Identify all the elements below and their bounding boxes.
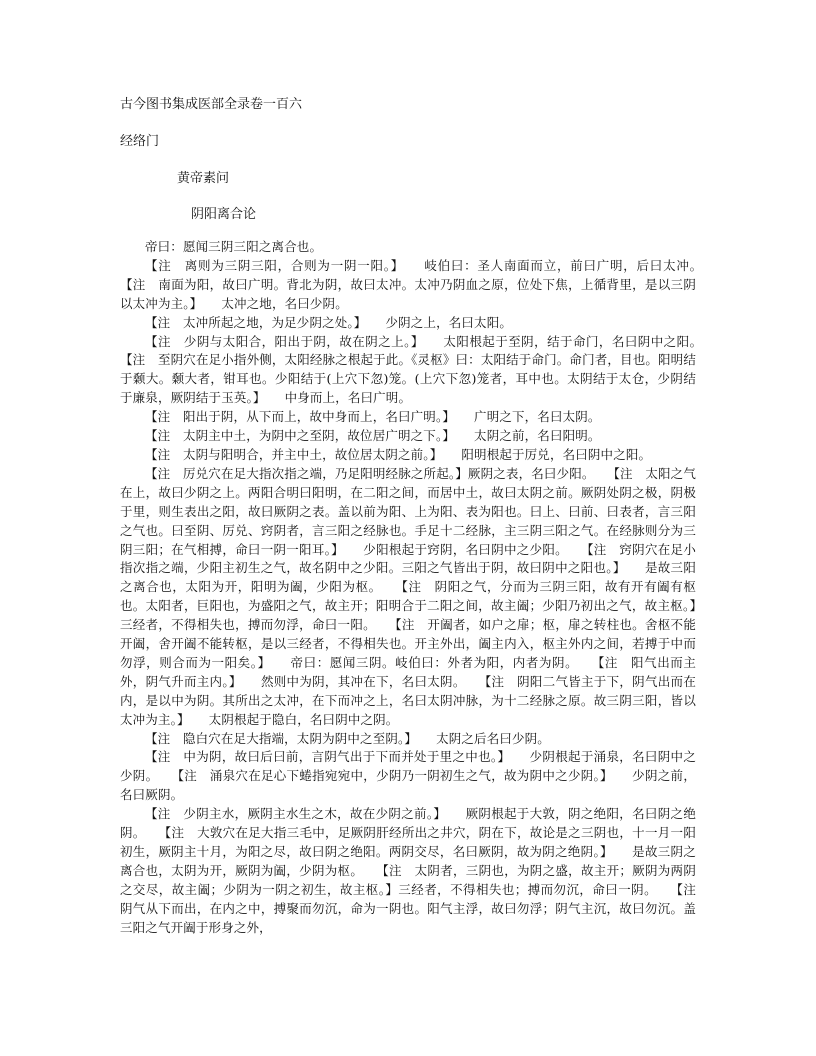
paragraph: 【注 太冲所起之地，为足少阴之处。】 少阴之上，名曰太阳。 — [145, 314, 513, 330]
paragraph: 【注 太阴与阳明合，并主中土，故位居太阴之前。】 阳明根起于厉兑，名曰阴中之阳。 — [145, 446, 652, 462]
chapter-heading: 阴阳离合论 — [191, 207, 257, 222]
paragraph: 【注 中为阴，故曰后曰前，言阴气出于下而并处于里之中也。】 少阴根起于涌泉，名曰阴中之少阴。 【注 涌泉穴在足心下蜷指宛宛中，少阴乃一阴初生之气，故为阴中之少阴。】 少阴之前，名曰厥阴。 — [120, 749, 696, 803]
paragraph: 【注 少阴主水，厥阴主水生之木，故在少阴之前。】 厥阴根起于大敦，阴之绝阳，名曰阴之绝阴。 【注 大敦穴在足大指三毛中，足厥阴肝经所出之井穴，阴在下，故论是之三阴也，十一月一阳初生，厥阴主十月，为阳之尽，故曰阴之绝阳。两阴交尽，名曰厥阴，故为阴之绝阴。】 是故三阴之离合也，太阴为开，厥阴为阖，少阴为枢。 【注 太阴者，三阴也，为阴之盛，故主开；厥阴为两阴之交尽，故主阖；少阴为一阴之初生，故主枢。】三经者，不得相失也；搏而勿沉，命曰一阴。 【注 阴气从下而出，在内之中，搏聚而勿沉，命为一阴也。阳气主浮，故曰勿浮；阴气主沉，故曰勿沉。盖三阳之气开阖于形身之外， — [120, 806, 709, 935]
body-text — [120, 238, 722, 938]
paragraph: 【注 太阴主中土，为阴中之至阴，故位居广明之下。】 太阴之前，名曰阳明。 — [145, 428, 601, 444]
document-title: 古今图书集成医部全录卷一百六 — [120, 97, 303, 112]
paragraph: 【注 厉兑穴在足大指次指之端，乃足阳明经脉之所起。】厥阴之表，名曰少阳。 【注 太阳之气在上，故曰少阴之上。两阳合明曰阳明，在二阳之间，而居中土，故曰太阴之前。厥阴处阴之极，阴极于里，则生表出之阳，故曰厥阴之表。盖以前为阳、上为阳、表为阳也。曰上、曰前、曰表者，言三阳之气也。曰至阴、厉兑、窍阴者，言三阳之经脉也。手足十二经脉，主三阴三阳之气。在经脉则分为三阴三阳；在气相搏，命曰一阴一阳耳。】 少阳根起于窍阴，名曰阴中之少阳。 【注 窍阴穴在足小指次指之端，少阳主初生之气，故名阴中之少阳。三阳之气皆出于阴，故曰阴中之阳也。】 是故三阳之离合也，太阳为开，阳明为阖，少阳为枢。 【注 阴阳之气，分而为三阴三阳，故有开有阖有枢也。太阳者，巨阳也，为盛阳之气，故主开；阳明合于二阳之间，故主阖；少阳乃初出之气，故主枢。】 三经者，不得相失也，搏而勿浮，命曰一阳。 【注 开阖者，如户之扉；枢，扉之转柱也。舍枢不能开阖，舍开阖不能转枢，是以三经者，不得相失也。开主外出，阖主内入，枢主外内之间，若搏于中而勿浮，则合而为一阳矣。】 帝曰：愿闻三阴。岐伯曰：外者为阳，内者为阴。 【注 阳气出而主外，阴气升而主内。】 然则中为阴，其冲在下，名曰太阴。 【注 阴阳二气皆主于下，阴气出而在内，是以中为阴。其所出之太冲，在下而冲之上，名曰太阴冲脉，为十二经脉之原。故三阴三阳，皆以太冲为主。】 太阴根起于隐白，名曰阴中之阴。 — [120, 465, 722, 727]
paragraph: 帝曰：愿闻三阴三阳之离合也。 — [145, 239, 323, 254]
paragraph: 【注 少阴与太阳合，阳出于阴，故在阴之上。】 太阳根起于至阴，结于命门，名曰阴中之阳。 【注 至阴穴在足小指外侧，太阳经脉之根起于此。《灵枢》曰：太阳结于命门。命门者，目也。阳明结于颡大。颡大者，钳耳也。少阳结于(上穴下忽)笼。(上穴下忽)笼者，耳中也。太阴结于太仓，少阴结于廉泉，厥阴结于玉英。】 中身而上，名曰广明。 — [120, 333, 722, 406]
paragraph: 【注 阳出于阴，从下而上，故中身而上，名曰广明。】 广明之下，名曰太阴。 — [145, 409, 601, 425]
section-heading: 经络门 — [120, 134, 160, 149]
paragraph: 【注 隐白穴在足大指端，太阴为阴中之至阴。】 太阴之后名曰少阴。 — [145, 730, 550, 746]
book-heading: 黄帝素问 — [177, 171, 230, 186]
paragraph: 【注 离则为三阴三阳，合则为一阴一阳。】 岐伯曰：圣人南面而立，前曰广明，后曰太冲。 【注 南面为阳，故曰广明。背北为阴，故曰太冲。太冲乃阴血之原，位处下焦，上循背里，是以三阴以太冲为主。】 太冲之地，名曰少阴。 — [120, 257, 722, 311]
